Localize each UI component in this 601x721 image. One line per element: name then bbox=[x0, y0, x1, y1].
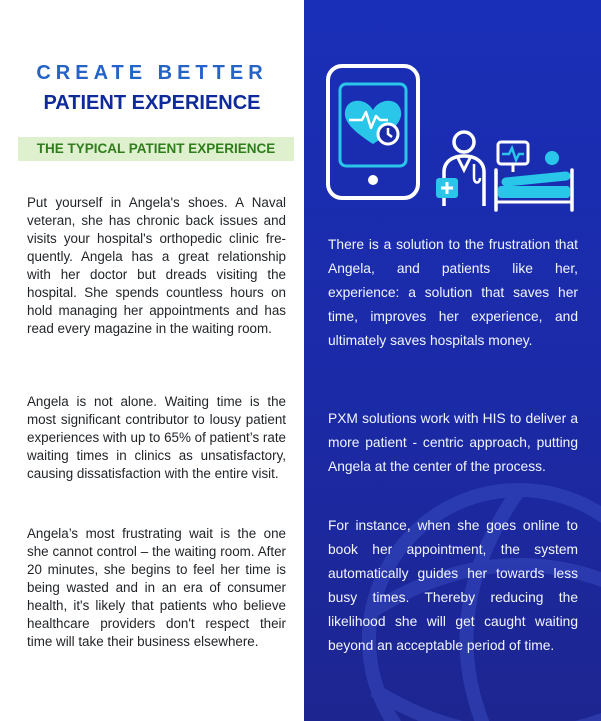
pxm-paragraph: PXM solutions work with HIS to deliver a more patient - centric approach, putting Angela at the center of the process. bbox=[328, 411, 578, 474]
page-title: PATIENT EXPERIENCE bbox=[43, 92, 261, 114]
example-paragraph: For instance, when she goes online to book her appointment, the system automatically guides her towards less busy times. Thereby reducing the likelihood she will get caught waiting beyond an acceptable period of time. bbox=[328, 518, 578, 653]
solution-paragraph: There is a solution to the frustration that Angela, and patients like her, experience: a solution that saves her time, improves her experience, and ultimately saves hospitals money. bbox=[328, 237, 578, 348]
patient-bed-monitor-icon bbox=[490, 140, 580, 212]
phone-heart-monitor-icon bbox=[324, 62, 422, 202]
section-eyebrow: CREATE BETTER bbox=[36, 62, 268, 84]
doctor-icon bbox=[434, 128, 496, 210]
right-panel bbox=[304, 0, 601, 721]
body-paragraph-2: Angela is not alone. Waiting time is the most significant contributor to lousy patient experiences with up to 65% of patient’s rate waiting times in clinics as unsatisfactory, causing dissatisfaction with the entire visit. bbox=[27, 394, 286, 481]
section-subheading: THE TYPICAL PATIENT EXPERIENCE bbox=[18, 137, 294, 161]
body-paragraph-3: Angela’s most frustrating wait is the one she cannot control – the waiting room. After 20 minutes, she begins to feel her time is being wasted and in an era of consumer health, it's likely that patients who believe healthcare providers don't respect their time will take their business elsewhere. bbox=[27, 526, 286, 649]
body-paragraph-1: Put yourself in Angela's shoes. A Naval veteran, she has chronic back issues and visits your hospital's orthopedic clinic frequently. Angela has a great relationship with her doctor but dreads visiting the hospital. She spends countless hours on hold managing her appointments and has read every magazine in the waiting room. bbox=[27, 195, 286, 336]
